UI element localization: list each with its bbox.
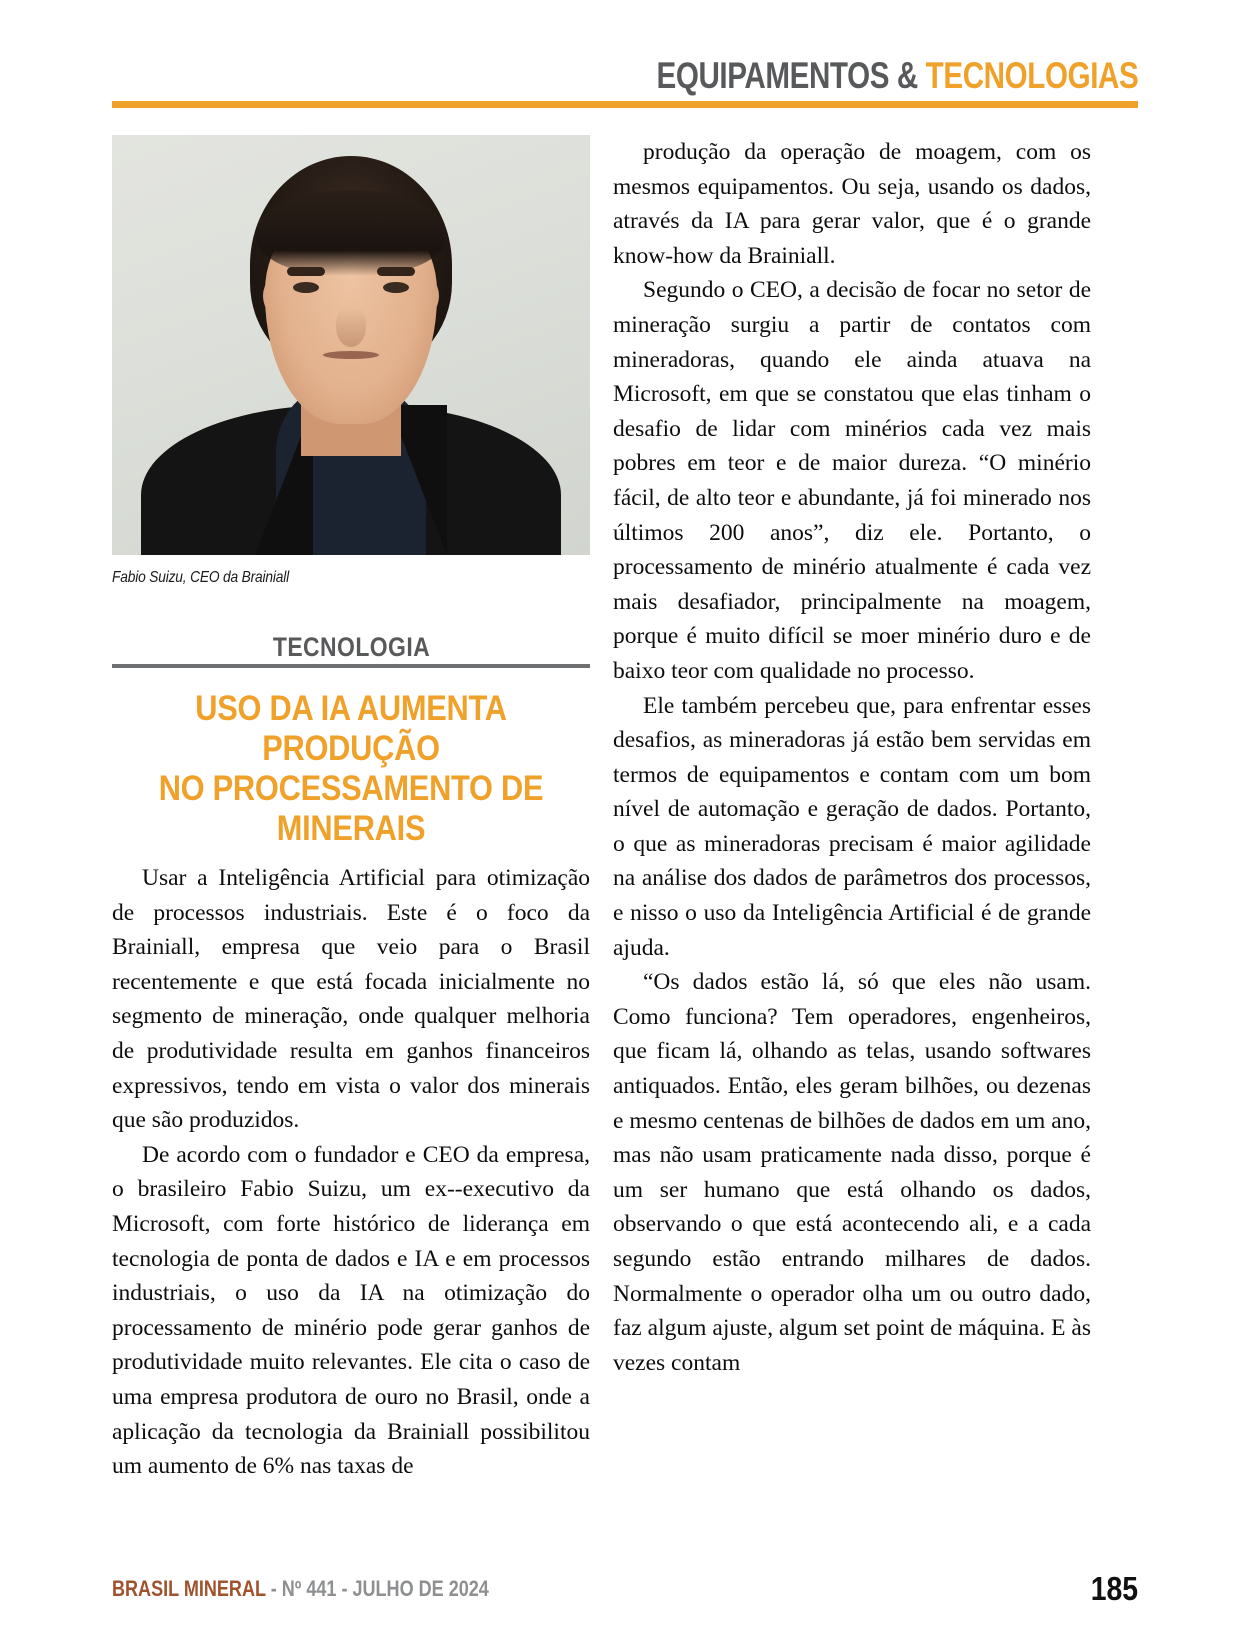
article-headline: [112, 689, 590, 849]
page-number: 185: [1090, 1570, 1138, 1607]
section-header-title-primary: EQUIPAMENTOS &: [656, 55, 918, 96]
kicker-rule: [112, 664, 590, 668]
portrait-photo-image: [112, 135, 590, 555]
right-column-body: [613, 135, 1091, 1380]
portrait-fringe: [256, 190, 446, 276]
left-column-body: [112, 861, 590, 1484]
left-column: [112, 135, 590, 1484]
paragraph: Usar a Inteligência Artificial para otimização de processos industriais. Este é o foco da Brainiall, empresa que veio para o Brasil recentemente e que está focada inicialmente no segmento de mineração, onde qualquer melhoria de produtividade resulta em ganhos financeiros expressivos, tendo em vista o valor dos minerais que são produzidos.: [112, 865, 590, 1134]
article-headline-line-2: NO PROCESSAMENTO DE MINERAIS: [158, 769, 544, 848]
header-accent-rule: [112, 101, 1138, 108]
section-header-title-accent: TECNOLOGIAS: [925, 55, 1138, 96]
portrait-eyebrow-right: [377, 267, 415, 276]
article-kicker-block: [112, 631, 590, 673]
section-header-title: [656, 57, 1138, 94]
portrait-nose: [336, 307, 366, 347]
portrait-photo: [112, 135, 590, 555]
paragraph: Segundo o CEO, a decisão de focar no setor de mineração surgiu a partir de contatos com mineradoras, quando ele ainda atuava na Microsoft, em que se constatou que elas tinham o desafio de lidar com minérios cada vez mais pobres em teor e de maior dureza. “O minério fácil, de alto teor e abundante, já foi minerado nos últimos 200 anos”, diz ele. Portanto, o processamento de minério atualmente é cada vez mais desafiador, principalmente na moagem, porque é muito difícil se moer minério duro e de baixo teor com qualidade no processo.: [613, 277, 1091, 684]
footer-issue: - Nº 441 - JULHO DE 2024: [265, 1576, 489, 1601]
footer-publication-info: [112, 1576, 489, 1602]
page-header: [112, 46, 1138, 108]
portrait-eye-left: [293, 282, 319, 293]
paragraph: “Os dados estão lá, só que eles não usam. Como funciona? Tem operadores, engenheiros, que ficam lá, olhando as telas, usando softwares antiquados. Então, eles geram bilhões, ou dezenas e mesmo centenas de bilhões de dados em um ano, mas não usam praticamente nada disso, porque é um ser humano que está olhando os dados, observando o que está acontecendo ali, e a cada segundo estão entrando milhares de dados. Normalmente o operador olha um ou outro dado, faz algum ajuste, algum set point de máquina. E às vezes contam: [613, 969, 1091, 1376]
paragraph: produção da operação de moagem, com os mesmos equipamentos. Ou seja, usando os dados, através da IA para gerar valor, que é o grande know-how da Brainiall.: [613, 139, 1091, 269]
right-column: [613, 135, 1091, 1380]
article-kicker: TECNOLOGIA: [259, 631, 443, 664]
article-headline-line-1: USO DA IA AUMENTA PRODUÇÃO: [195, 689, 507, 768]
kicker-container: [112, 631, 590, 664]
paragraph: De acordo com o fundador e CEO da empresa, o brasileiro Fabio Suizu, um ex--executivo da Microsoft, com forte histórico de liderança em tecnologia de ponta de dados e IA e em processos industriais, o uso da IA na otimização do processamento de minério pode gerar ganhos de produtividade muito relevantes. Ele cita o caso de uma empresa produtora de ouro no Brasil, onde a aplicação da tecnologia da Brainiall possibilitou um aumento de 6% nas taxas de: [112, 1141, 590, 1480]
page-footer: [112, 1568, 1138, 1607]
footer-brand: BRASIL MINERAL: [112, 1576, 266, 1601]
portrait-eyebrow-left: [287, 267, 325, 276]
portrait-eye-right: [383, 282, 409, 293]
photo-caption: Fabio Suizu, CEO da Brainiall: [112, 569, 290, 586]
paragraph: Ele também percebeu que, para enfrentar esses desafios, as mineradoras já estão bem servidas em termos de equipamentos e contam com um bom nível de automação e geração de dados. Portanto, o que as mineradoras precisam é maior agilidade na análise dos dados de parâmetros dos processos, e nisso o uso da Inteligência Artificial é de grande ajuda.: [613, 692, 1091, 961]
